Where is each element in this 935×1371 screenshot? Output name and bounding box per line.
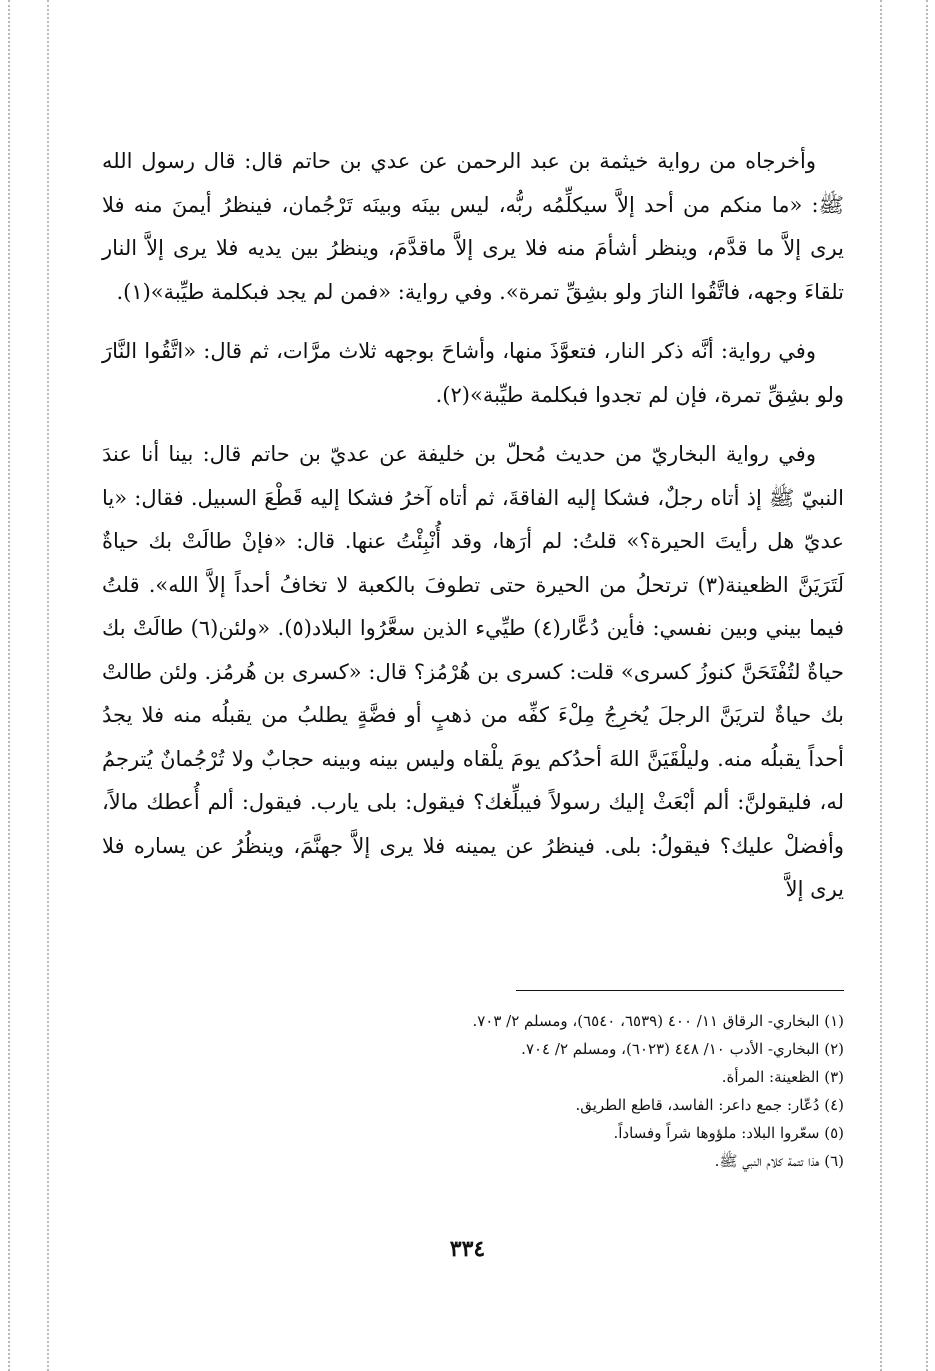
paragraph-3: وفي رواية البخاريّ من حديث مُحلّ بن خليفة عن عديّ بن حاتم قال: بينا أنا عندَ النبيّ ﷺ إذ أتاه رجلٌ، فشكا إليه الفاقةَ، ثم أتاه آخرُ فشكا إليه قَطْعَ السبيل. فقال: «يا عديّ هل رأيتَ الحيرة؟» قلتُ: لم أرَها، وقد أُنْبِئْتُ عنها. قال: «فإنْ طالَتْ بك حياةٌ لَتَرَيَنَّ الظعينة(٣) ترتحلُ من الحيرة حتى تطوفَ بالكعبة لا تخافُ أحداً إلاَّ الله». قلتُ فيما بيني وبين نفسي: فأين دُعَّار(٤) طيِّيء الذين سعَّرُوا البلاد(٥). «ولئن(٦) طالَتْ بك حياةٌ لتُفْتَحَنَّ كنوزُ كسرى» قلت: كسرى بن هُرْمُز؟ قال: «كسرى بن هُرمُز. ولئن طالتْ بك حياةٌ لتريَنَّ الرجلَ يُخرِجُ مِلْءَ كفِّه من ذهبٍ أو فضَّةٍ يطلبُ من يقبلُه منه فلا يجدُ أحداً يقبلُه منه. وليلْقَيَنَّ اللهَ أحدُكم يومَ يلْقاه وليس بينه وبينه حجابٌ ولا تُرْجُمانٌ يُترجمُ له، فليقولنَّ: ألم أبْعَثْ إليك رسولاً فيبلِّغك؟ فيقول: بلى يارب. فيقول: ألم أُعطك مالاً، وأفضلْ عليك؟ فيقولُ: بلى. فينظرُ عن يمينه فلا يرى إلاَّ جهنَّمَ، وينظُرُ عن يساره فلا يرى إلاَّ [102,442,844,901]
footnote-6: (٦) هذا تتمة كلام النبي ﷺ. [714,1152,844,1170]
page-number: ٣٣٤ [449,1236,486,1262]
main-text [102,140,844,928]
scan-dotted-guide-left-inner [47,0,49,1371]
scan-dotted-guide-right [926,0,928,1371]
scan-dotted-guide-right-inner [880,0,882,1371]
footnote-2: (٢) البخاري- الأدب ١٠/ ٤٤٨ (٦٠٢٣)، ومسلم ٢/ ٧٠٤. [521,1040,844,1058]
scan-dotted-guide-left [8,0,10,1371]
footnote-separator [516,990,844,991]
footnote-1: (١) البخاري- الرقاق ١١/ ٤٠٠ (٦٥٣٩، ٦٥٤٠)، ومسلم ٢/ ٧٠٣. [472,1012,844,1030]
footnote-3: (٣) الظعينة: المرأة. [721,1068,844,1086]
paragraph-2: وفي رواية: أنَّه ذكر النار، فتعوَّذَ منها، وأشاحَ بوجهه ثلاث مرَّات، ثم قال: «اتَّقُوا النَّارَ ولو بشِقِّ تمرة، فإن لم تجدوا فبكلمة طيِّبة»(٢). [102,339,844,407]
paragraph-1: وأخرجاه من رواية خيثمة بن عبد الرحمن عن عدي بن حاتم قال: قال رسول الله ﷺ: «ما منكم من أحد إلاَّ سيكلِّمُه ربُّه، ليس بينَه وبينَه تَرْجُمان، فينظرُ أيمنَ منه فلا يرى إلاَّ ما قدَّم، وينظر أشأمَ منه فلا يرى إلاَّ ماقدَّمَ، وينظرُ بين يديه فلا يرى إلاَّ النار تلقاءَ وجهه، فاتَّقُوا النارَ ولو بشِقِّ تمرة». وفي رواية: «فمن لم يجد فبكلمة طيِّبة»(١). [102,149,844,304]
footnotes [102,1007,844,1175]
footnote-5: (٥) سعّروا البلاد: ملؤوها شراً وفساداً. [613,1124,844,1142]
footnote-4: (٤) دُعّار: جمع داعر: الفاسد، قاطع الطريق. [575,1096,844,1114]
